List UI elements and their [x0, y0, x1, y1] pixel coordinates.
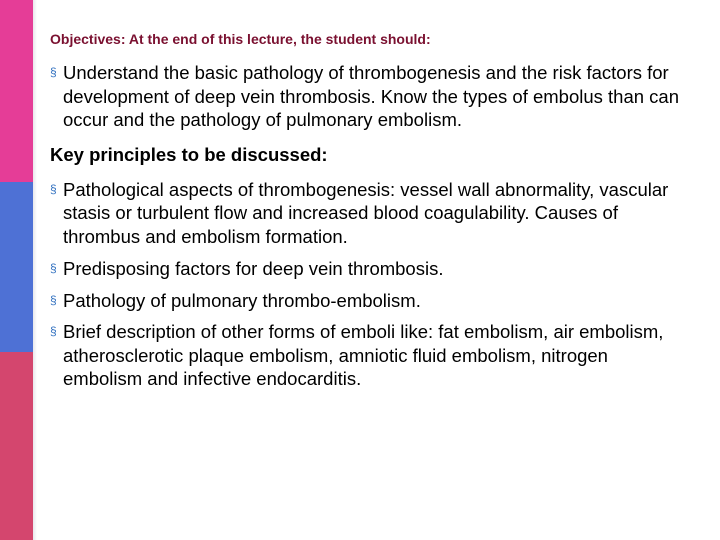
objective-item	[50, 61, 690, 132]
principle-text: Predisposing factors for deep vein thrombosis.	[63, 258, 444, 279]
side-strip-shadow	[33, 0, 37, 540]
principle-item	[50, 320, 690, 391]
bullet-icon: §	[50, 181, 57, 196]
key-principles-heading: Key principles to be discussed:	[50, 143, 328, 165]
bullet-icon: §	[50, 292, 57, 307]
principle-item	[50, 178, 690, 249]
principle-text: Brief description of other forms of emboli like: fat embolism, air embolism, atherosclerotic plaque embolism, amniotic fluid embolism, nitrogen embolism and infective endocarditis.	[63, 321, 664, 389]
principle-item	[50, 257, 690, 281]
objectives-heading: Objectives: At the end of this lecture, the student should:	[50, 31, 431, 47]
principle-text: Pathological aspects of thrombogenesis: vessel wall abnormality, vascular stasis or turbulent flow and increased blood coagulability. Causes of thrombus and embolism formation.	[63, 178, 669, 247]
side-strip-rose	[0, 352, 33, 540]
principle-item	[50, 289, 690, 313]
side-strip-blue	[0, 182, 33, 352]
bullet-icon: §	[50, 65, 57, 79]
principle-text: Pathology of pulmonary thrombo-embolism.	[63, 289, 421, 311]
objective-text: Understand the basic pathology of thrombogenesis and the risk factors for development of deep vein thrombosis. Know the types of embolus than can occur and the pathology of pulmonary embolism.	[63, 62, 680, 130]
bullet-icon: §	[50, 324, 57, 338]
side-strip-pink	[0, 0, 33, 182]
slide-content	[50, 30, 690, 391]
bullet-icon: §	[50, 261, 57, 275]
